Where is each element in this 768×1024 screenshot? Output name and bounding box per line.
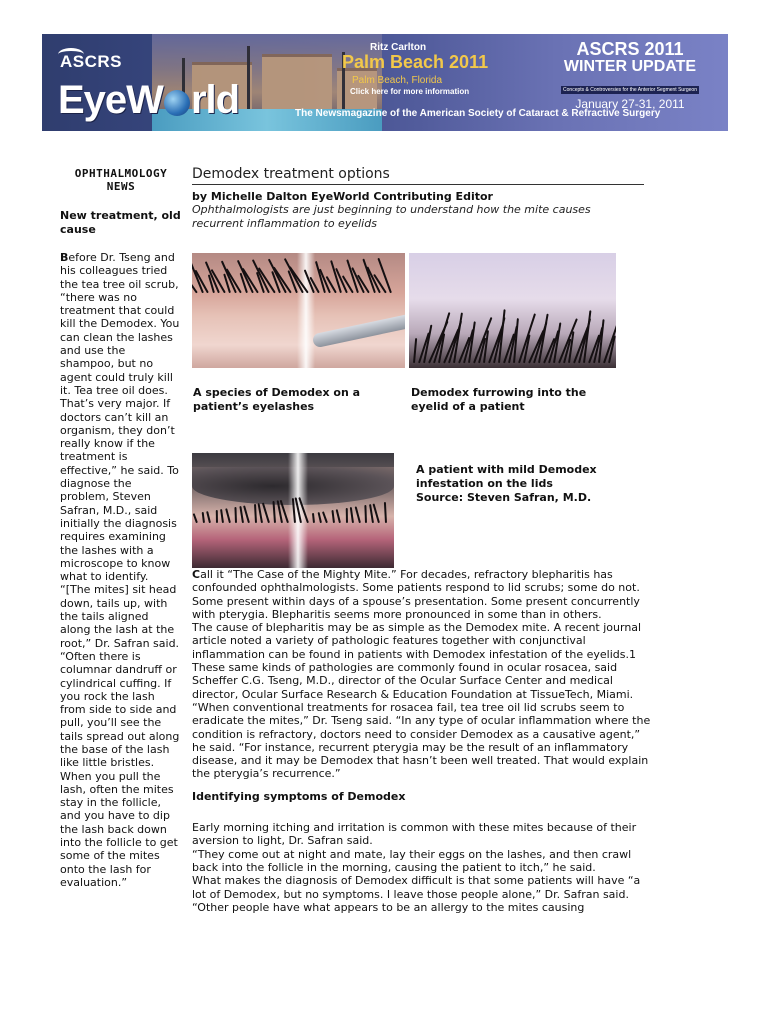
paragraph: Early morning itching and irritation is common with these mites because of their aversion to light, Dr. Safran said. xyxy=(192,821,637,848)
article-dropcap: C xyxy=(192,568,201,581)
magazine-tagline: The Newsmagazine of the American Society of Cataract & Refractive Surgery xyxy=(295,108,661,119)
winter-title: ASCRS 2011 xyxy=(576,39,684,59)
winter-dates: January 27-31, 2011 xyxy=(575,97,685,111)
paragraph: Call it “The Case of the Mighty Mite.” For decades, refractory blepharitis has confounded ophthalmologists. Some patients respond to lid scrubs; some do not. Some present within days of a spouse’s presentation. Some present concurrently with pterygia. Blepharitis seems more pronounced in some than in others. xyxy=(192,568,640,621)
photo-caption-3-text: A patient with mild Demodex infestation on the lids xyxy=(416,463,597,490)
winter-update-title: WINTER UPDATE xyxy=(563,58,697,75)
article-header xyxy=(192,166,644,231)
article-byline: by Michelle Dalton EyeWorld Contributing Editor xyxy=(192,190,493,203)
paragraph: The cause of blepharitis may be as simple as the Demodex mite. A recent journal article noted a variety of pathologic features together with conjunctival inflammation can be found in patients with Demodex infestation of the eyelids.1 These same kinds of pathologies are commonly found in ocular rosacea, said Scheffer C.G. Tseng, M.D., director of the Ocular Surface Center and medical director, Ocular Surface Research & Education Foundation at TissueTech, Miami. xyxy=(192,621,642,701)
header-banner-ad[interactable] xyxy=(42,34,728,131)
event-location-title: Palm Beach 2011 xyxy=(342,52,489,72)
article-body xyxy=(192,568,652,914)
paragraph: “They come out at night and mate, lay their eggs on the lashes, and then crawl back into the follicle in the morning, causing the patient to itch,” he said. xyxy=(192,847,632,874)
sidebar-dropcap: B xyxy=(60,251,69,264)
sidebar-heading: New treatment, old cause xyxy=(60,209,181,236)
eyeworld-logo[interactable]: EyeW rld xyxy=(58,78,240,122)
mild-infestation-photo xyxy=(192,453,394,568)
sidebar-body xyxy=(60,251,182,889)
demodex-eyelid-photo xyxy=(409,253,616,368)
winter-update-block xyxy=(550,40,710,111)
globe-icon xyxy=(164,90,190,116)
venue-name: Ritz Carlton xyxy=(370,42,427,53)
article-subheading: Identifying symptoms of Demodex xyxy=(192,789,406,803)
ascrs-logo: ASCRS xyxy=(60,52,122,72)
demodex-eyelash-photo xyxy=(192,253,405,368)
article-headline: Demodex treatment options xyxy=(192,166,644,185)
winter-subtitle: Concepts & Controversies for the Anterior Segment Surgeon xyxy=(563,87,697,93)
photo-caption-2: Demodex furrowing into the eyelid of a patient xyxy=(411,386,587,413)
photo-caption-3 xyxy=(416,463,646,505)
more-info-link[interactable]: Click here for more information xyxy=(350,87,470,96)
sidebar-column xyxy=(60,167,182,889)
paragraph: “When conventional treatments for rosacea fail, tea tree oil lid scrubs seem to eradicate the mites,” Dr. Tseng said. “In any type of ocular inflammation where the condition is refractory, doctors need to consider Demodex as a causative agent,” he said. “For instance, recurrent pterygia may be the result of an inflammatory disease, and it may be Demodex that hasn’t been well treated. That would explain the pterygia’s recurrence.” xyxy=(192,700,651,781)
photo-credit: Source: Steven Safran, M.D. xyxy=(416,491,592,504)
event-location-subtitle: Palm Beach, Florida xyxy=(352,75,443,86)
section-label: OPHTHALMOLOGY NEWS xyxy=(74,167,168,193)
article-dek: Ophthalmologists are just beginning to understand how the mite causes recurrent inflammation to eyelids xyxy=(192,203,591,230)
tweezer-shape xyxy=(312,312,405,349)
paragraph: What makes the diagnosis of Demodex difficult is that some patients will have “a lot of Demodex, but no symptoms. I leave those people alone,” Dr. Safran said. “Other people have what appears to be an allergy to the mites causing xyxy=(192,874,641,914)
photo-caption-1: A species of Demodex on a patient’s eyelashes xyxy=(193,386,361,413)
sidebar-text: efore Dr. Tseng and his colleagues tried the tea tree oil scrub, “there was no treatment that could kill the Demodex. You can clean the lashes and use the shampoo, but no agent could truly kill it. Tea tree oil does. That’s very major. If doctors can’t kill an organism, they don’t really know if the treatment is effective,” he said. To diagnose the problem, Steven Safran, M.D., said initially the diagnosis requires examining the lashes with a microscope to know what to identify. “[The mites] sit head down, tails up, with the tails aligned along the lash at the root,” Dr. Safran said. “Often there is columnar dandruff or cylindrical cuffing. If you rock the lash from side to side and pull, you’ll see the tails spread out along the base of the lash like little bristles. When you pull the lash, often the mites stay in the follicle, and you have to dip the lash back down into the follicle to get some of the mites onto the lash for evaluation.” xyxy=(60,251,180,889)
